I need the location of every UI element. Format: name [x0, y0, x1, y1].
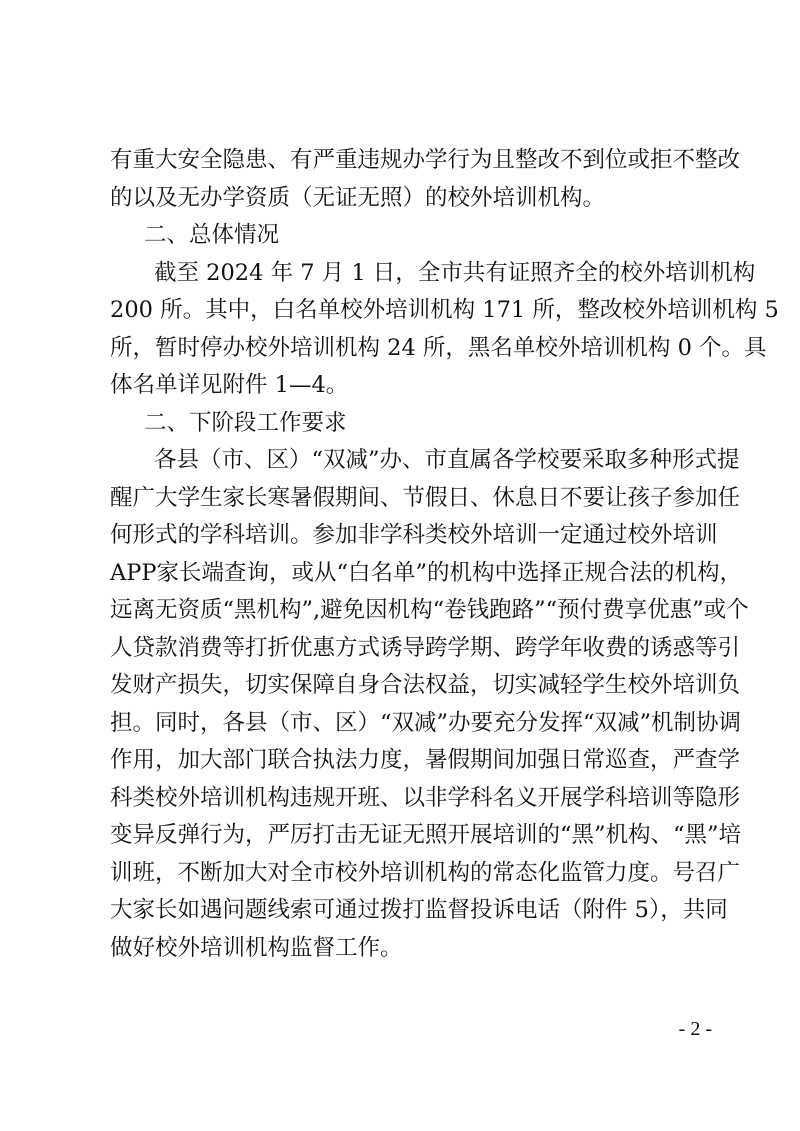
body-text-line: 做好校外培训机构监督工作。: [110, 934, 403, 961]
body-text-line: 醒广大学生家长寒暑假期间、节假日、休息日不要让孩子参加任: [110, 484, 741, 511]
page-number: - 2 -: [678, 1018, 712, 1040]
document-body: [110, 142, 779, 967]
body-text-line: APP家长端查询，或从“白名单”的机构中选择正规合法的机构，: [110, 559, 743, 586]
section-heading-overview: 二、总体情况: [144, 222, 280, 248]
body-text-line: 有重大安全隐患、有严重违规办学行为且整改不到位或拒不整改: [110, 147, 741, 173]
body-text-line: 大家长如遇问题线索可通过拨打监督投诉电话（附件 5），共同: [110, 897, 728, 923]
body-text-line: 体名单详见附件 1—4。: [110, 372, 349, 398]
body-text-line: 发财产损失，切实保障自身合法权益，切实减轻学生校外培训负: [110, 672, 741, 698]
body-text-line: 人贷款消费等打折优惠方式诱导跨学期、跨学年收费的诱惑等引: [110, 634, 741, 661]
body-text-line: 的以及无办学资质（无证无照）的校外培训机构。: [110, 184, 606, 211]
body-text-line: 训班，不断加大对全市校外培训机构的常态化监管力度。号召广: [110, 859, 741, 886]
body-text-line: 200 所。其中，白名单校外培训机构 171 所，整改校外培训机构 5: [110, 297, 779, 323]
body-text-line: 担。同时，各县（市、区）“双减”办要充分发挥“双减”机制协调: [110, 709, 742, 736]
body-text-line: 截至 2024 年 7 月 1 日，全市共有证照齐全的校外培训机构: [154, 259, 756, 286]
body-text-line: 变异反弹行为，严厉打击无证无照开展培训的“黑”机构、“黑”培: [110, 822, 742, 848]
body-text-line: 远离无资质“黑机构”,避免因机构“卷钱跑路”“预付费享优惠”或个: [110, 597, 749, 623]
body-text-line: 所，暂时停办校外培训机构 24 所，黑名单校外培训机构 0 个。具: [110, 334, 767, 361]
body-text-line: 各县（市、区）“双减”办、市直属各学校要采取多种形式提: [154, 447, 740, 473]
body-text-line: 科类校外培训机构违规开班、以非学科名义开展学科培训等隐形: [110, 784, 741, 811]
body-text-line: 作用，加大部门联合执法力度，暑假期间加强日常巡查，严查学: [110, 747, 741, 773]
body-text-line: 何形式的学科培训。参加非学科类校外培训一定通过校外培训: [110, 522, 718, 548]
section-heading-requirements: 二、下阶段工作要求: [144, 409, 347, 436]
